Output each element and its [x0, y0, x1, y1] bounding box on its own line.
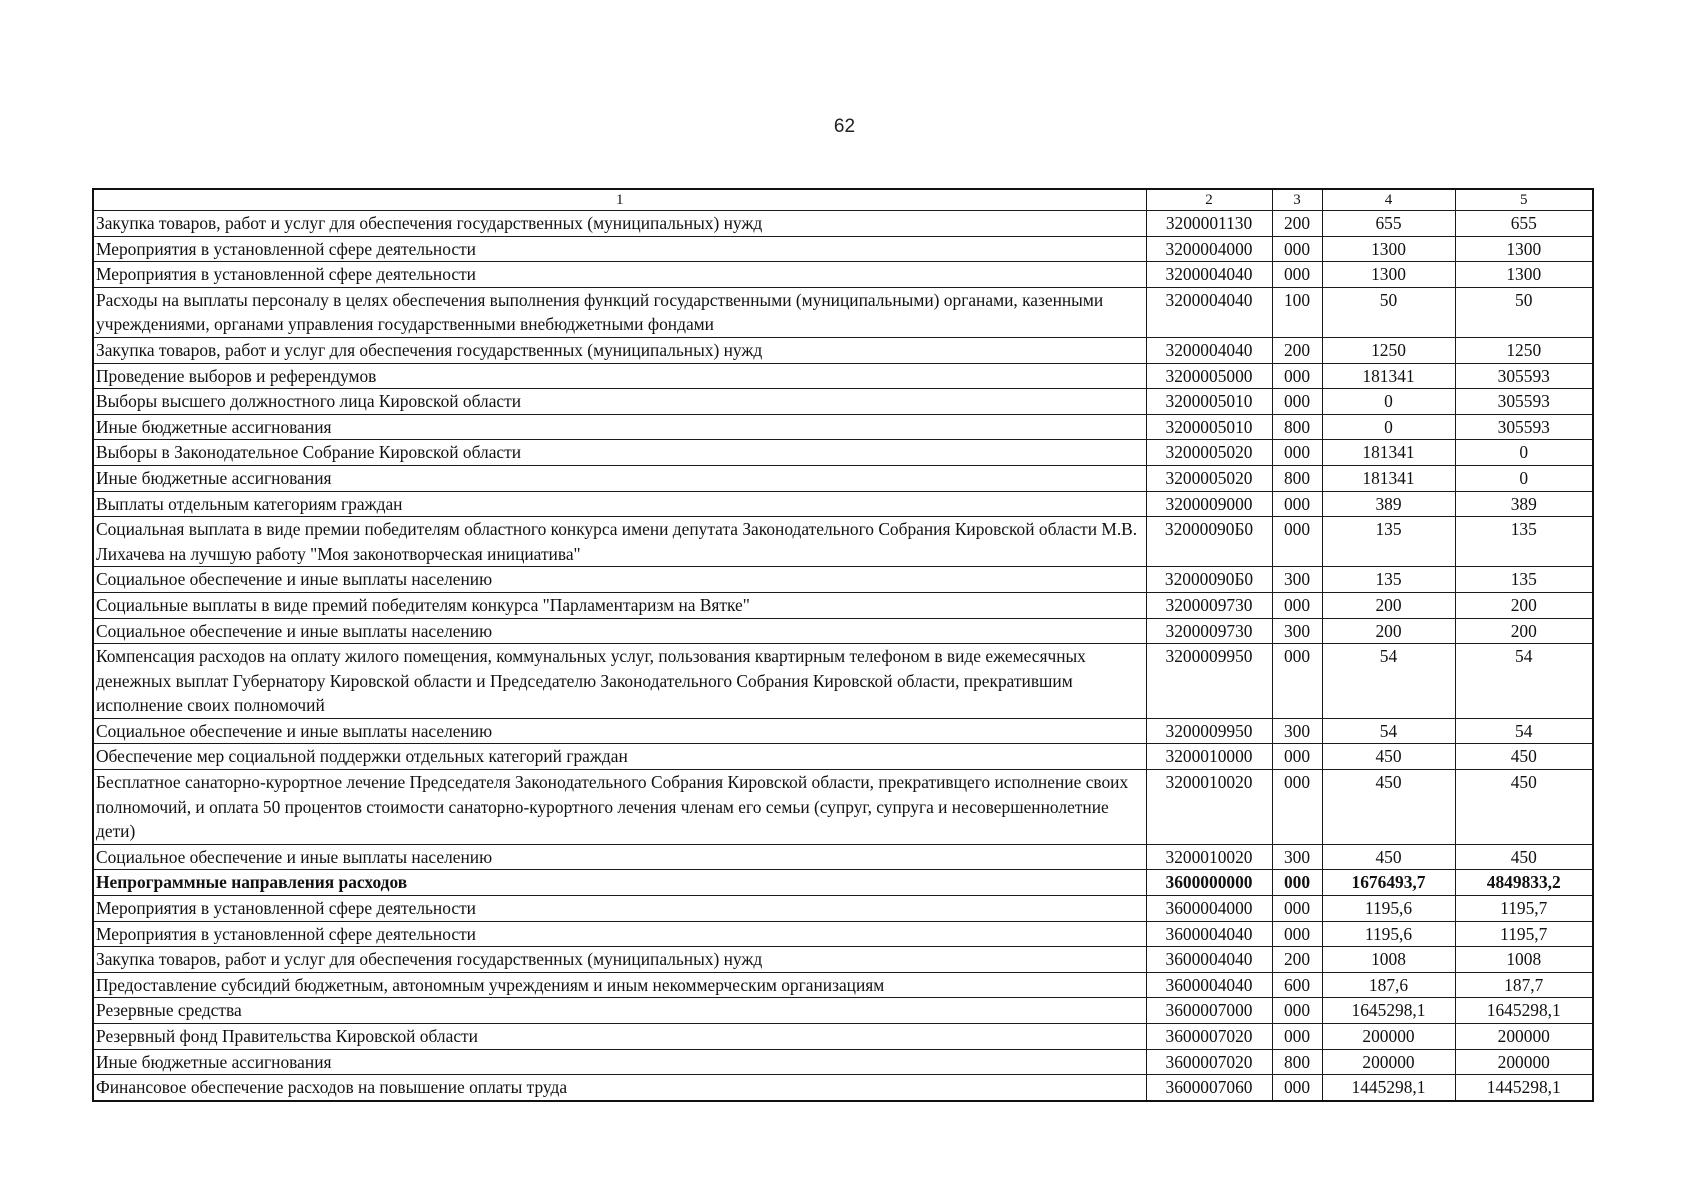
row-value-col4-cell: 1195,6	[1322, 896, 1455, 922]
row-value-col5-cell: 187,7	[1455, 972, 1593, 998]
row-type-cell: 000	[1272, 440, 1322, 466]
row-value-col4-cell: 655	[1322, 211, 1455, 237]
row-code-cell: 3200004040	[1146, 337, 1272, 363]
row-code-cell: 3600007020	[1146, 1049, 1272, 1075]
row-name-cell: Социальное обеспечение и иные выплаты населению	[93, 567, 1146, 593]
row-code-cell: 3200010000	[1146, 744, 1272, 770]
row-value-col4-cell: 187,6	[1322, 972, 1455, 998]
row-value-col4-cell: 135	[1322, 567, 1455, 593]
row-value-col5-cell: 389	[1455, 491, 1593, 517]
page-number: 62	[833, 116, 856, 137]
row-type-cell: 000	[1272, 592, 1322, 618]
row-value-col4-cell: 181341	[1322, 440, 1455, 466]
row-code-cell: 3200009000	[1146, 491, 1272, 517]
row-code-cell: 3200004040	[1146, 262, 1272, 288]
row-name-cell: Социальная выплата в виде премии победителям областного конкурса имени депутата Законодательного Собрания Кировской области М.В. Лихачева на лучшую работу "Моя законотворческая инициатива"	[93, 517, 1146, 567]
row-name-cell: Расходы на выплаты персоналу в целях обеспечения выполнения функций государственными (муниципальными) органами, казенными учреждениями, органами управления государственными внебюджетными фондами	[93, 287, 1146, 337]
row-name-cell: Иные бюджетные ассигнования	[93, 1049, 1146, 1075]
row-name-cell: Мероприятия в установленной сфере деятельности	[93, 236, 1146, 262]
row-name-cell: Выплаты отдельным категориям граждан	[93, 491, 1146, 517]
row-value-col5-cell: 200000	[1455, 1049, 1593, 1075]
row-value-col4-cell: 200000	[1322, 1024, 1455, 1050]
row-value-col4-cell: 200	[1322, 618, 1455, 644]
row-code-cell: 3200005020	[1146, 440, 1272, 466]
table-row	[93, 744, 1593, 770]
row-type-cell: 200	[1272, 211, 1322, 237]
row-value-col4-cell: 200000	[1322, 1049, 1455, 1075]
row-code-cell: 3600004040	[1146, 921, 1272, 947]
row-value-col4-cell: 450	[1322, 770, 1455, 845]
row-name-cell: Мероприятия в установленной сфере деятельности	[93, 262, 1146, 288]
table-body	[93, 189, 1593, 1101]
row-code-cell: 3200010020	[1146, 770, 1272, 845]
table-row	[93, 972, 1593, 998]
table-row	[93, 491, 1593, 517]
row-value-col5-cell: 1008	[1455, 947, 1593, 973]
row-code-cell: 3600004000	[1146, 896, 1272, 922]
row-name-cell: Резервный фонд Правительства Кировской области	[93, 1024, 1146, 1050]
row-value-col5-cell: 305593	[1455, 389, 1593, 415]
row-value-col5-cell: 655	[1455, 211, 1593, 237]
row-name-cell: Проведение выборов и референдумов	[93, 363, 1146, 389]
row-code-cell: 3200009730	[1146, 592, 1272, 618]
row-value-col5-cell: 135	[1455, 567, 1593, 593]
row-value-col5-cell: 1645298,1	[1455, 998, 1593, 1024]
table-row	[93, 517, 1593, 567]
row-code-cell: 3200005020	[1146, 465, 1272, 491]
row-code-cell: 3200009730	[1146, 618, 1272, 644]
header-col-5: 5	[1455, 189, 1593, 211]
row-type-cell: 800	[1272, 414, 1322, 440]
row-value-col4-cell: 181341	[1322, 363, 1455, 389]
row-value-col4-cell: 450	[1322, 844, 1455, 870]
table-row	[93, 844, 1593, 870]
row-name-cell: Мероприятия в установленной сфере деятельности	[93, 896, 1146, 922]
row-type-cell: 300	[1272, 618, 1322, 644]
row-type-cell: 000	[1272, 236, 1322, 262]
row-name-cell: Социальные выплаты в виде премий победителям конкурса "Парламентаризм на Вятке"	[93, 592, 1146, 618]
table-row	[93, 947, 1593, 973]
row-type-cell: 000	[1272, 896, 1322, 922]
header-col-2: 2	[1146, 189, 1272, 211]
row-value-col4-cell: 1250	[1322, 337, 1455, 363]
row-name-cell: Социальное обеспечение и иные выплаты населению	[93, 844, 1146, 870]
row-value-col4-cell: 1445298,1	[1322, 1075, 1455, 1101]
row-code-cell: 3200001130	[1146, 211, 1272, 237]
table-row	[93, 618, 1593, 644]
row-code-cell: 3200005000	[1146, 363, 1272, 389]
row-code-cell: 3200004000	[1146, 236, 1272, 262]
table-row	[93, 1075, 1593, 1101]
row-value-col4-cell: 389	[1322, 491, 1455, 517]
row-type-cell: 000	[1272, 998, 1322, 1024]
row-value-col5-cell: 1300	[1455, 262, 1593, 288]
row-value-col5-cell: 200	[1455, 592, 1593, 618]
header-col-1: 1	[93, 189, 1146, 211]
row-value-col5-cell: 54	[1455, 644, 1593, 719]
row-name-cell: Закупка товаров, работ и услуг для обеспечения государственных (муниципальных) нужд	[93, 211, 1146, 237]
row-value-col5-cell: 450	[1455, 744, 1593, 770]
row-value-col5-cell: 54	[1455, 718, 1593, 744]
table-row	[93, 236, 1593, 262]
table-row	[93, 414, 1593, 440]
row-value-col4-cell: 450	[1322, 744, 1455, 770]
table-row	[93, 337, 1593, 363]
table-row	[93, 998, 1593, 1024]
row-type-cell: 300	[1272, 718, 1322, 744]
row-value-col5-cell: 0	[1455, 440, 1593, 466]
table-row	[93, 389, 1593, 415]
row-type-cell: 000	[1272, 870, 1322, 896]
row-value-col4-cell: 50	[1322, 287, 1455, 337]
row-value-col5-cell: 1195,7	[1455, 921, 1593, 947]
row-value-col4-cell: 1008	[1322, 947, 1455, 973]
table-row	[93, 770, 1593, 845]
table-row	[93, 896, 1593, 922]
row-value-col5-cell: 135	[1455, 517, 1593, 567]
table-row	[93, 921, 1593, 947]
row-name-cell: Выборы высшего должностного лица Кировской области	[93, 389, 1146, 415]
row-type-cell: 000	[1272, 1024, 1322, 1050]
row-name-cell: Резервные средства	[93, 998, 1146, 1024]
row-code-cell: 3600000000	[1146, 870, 1272, 896]
row-name-cell: Мероприятия в установленной сфере деятельности	[93, 921, 1146, 947]
row-value-col5-cell: 50	[1455, 287, 1593, 337]
row-type-cell: 000	[1272, 644, 1322, 719]
row-value-col4-cell: 135	[1322, 517, 1455, 567]
row-type-cell: 000	[1272, 921, 1322, 947]
row-name-cell: Социальное обеспечение и иные выплаты населению	[93, 718, 1146, 744]
table-row	[93, 465, 1593, 491]
row-code-cell: 32000090Б0	[1146, 517, 1272, 567]
row-value-col4-cell: 54	[1322, 644, 1455, 719]
row-name-cell: Финансовое обеспечение расходов на повышение оплаты труда	[93, 1075, 1146, 1101]
row-name-cell: Предоставление субсидий бюджетным, автономным учреждениям и иным некоммерческим организациям	[93, 972, 1146, 998]
row-value-col5-cell: 200	[1455, 618, 1593, 644]
row-value-col4-cell: 1645298,1	[1322, 998, 1455, 1024]
row-value-col5-cell: 450	[1455, 770, 1593, 845]
row-name-cell: Непрограммные направления расходов	[93, 870, 1146, 896]
row-value-col5-cell: 450	[1455, 844, 1593, 870]
table-row	[93, 567, 1593, 593]
row-type-cell: 000	[1272, 744, 1322, 770]
row-type-cell: 800	[1272, 1049, 1322, 1075]
row-value-col4-cell: 1300	[1322, 236, 1455, 262]
table-row	[93, 363, 1593, 389]
row-value-col4-cell: 1195,6	[1322, 921, 1455, 947]
row-code-cell: 3600004040	[1146, 972, 1272, 998]
row-code-cell: 3200005010	[1146, 389, 1272, 415]
row-code-cell: 3200004040	[1146, 287, 1272, 337]
row-value-col4-cell: 0	[1322, 414, 1455, 440]
table-row	[93, 870, 1593, 896]
row-code-cell: 3200005010	[1146, 414, 1272, 440]
table-row	[93, 262, 1593, 288]
row-type-cell: 200	[1272, 947, 1322, 973]
row-value-col4-cell: 54	[1322, 718, 1455, 744]
row-value-col5-cell: 4849833,2	[1455, 870, 1593, 896]
row-type-cell: 000	[1272, 389, 1322, 415]
row-code-cell: 32000090Б0	[1146, 567, 1272, 593]
row-type-cell: 800	[1272, 465, 1322, 491]
row-value-col4-cell: 1676493,7	[1322, 870, 1455, 896]
row-value-col5-cell: 1445298,1	[1455, 1075, 1593, 1101]
table-row	[93, 592, 1593, 618]
row-value-col4-cell: 0	[1322, 389, 1455, 415]
table-row	[93, 1024, 1593, 1050]
row-value-col5-cell: 200000	[1455, 1024, 1593, 1050]
row-value-col4-cell: 200	[1322, 592, 1455, 618]
row-type-cell: 000	[1272, 1075, 1322, 1101]
header-col-3: 3	[1272, 189, 1322, 211]
row-value-col5-cell: 1250	[1455, 337, 1593, 363]
row-code-cell: 3600007020	[1146, 1024, 1272, 1050]
row-value-col5-cell: 305593	[1455, 363, 1593, 389]
table-row	[93, 211, 1593, 237]
table-row	[93, 644, 1593, 719]
row-name-cell: Компенсация расходов на оплату жилого помещения, коммунальных услуг, пользования квартирным телефоном в виде ежемесячных денежных выплат Губернатору Кировской области и Председателю Законодательного Собрания Кировской области, прекратившим исполнение своих полномочий	[93, 644, 1146, 719]
budget-table	[92, 188, 1594, 1102]
row-code-cell: 3600007060	[1146, 1075, 1272, 1101]
row-type-cell: 300	[1272, 844, 1322, 870]
table-row	[93, 718, 1593, 744]
table-row	[93, 287, 1593, 337]
row-name-cell: Закупка товаров, работ и услуг для обеспечения государственных (муниципальных) нужд	[93, 947, 1146, 973]
row-value-col4-cell: 1300	[1322, 262, 1455, 288]
row-value-col5-cell: 1300	[1455, 236, 1593, 262]
row-type-cell: 000	[1272, 262, 1322, 288]
row-value-col5-cell: 305593	[1455, 414, 1593, 440]
row-name-cell: Бесплатное санаторно-курортное лечение Председателя Законодательного Собрания Кировской области, прекративщего исполнение своих полномочий, и оплата 50 процентов стоимости санаторно-курортного лечения членам его семьи (супруг, супруга и несовершеннолетние дети)	[93, 770, 1146, 845]
header-col-4: 4	[1322, 189, 1455, 211]
row-type-cell: 300	[1272, 567, 1322, 593]
row-value-col5-cell: 0	[1455, 465, 1593, 491]
row-type-cell: 600	[1272, 972, 1322, 998]
row-code-cell: 3600007000	[1146, 998, 1272, 1024]
row-name-cell: Иные бюджетные ассигнования	[93, 465, 1146, 491]
row-value-col5-cell: 1195,7	[1455, 896, 1593, 922]
row-value-col4-cell: 181341	[1322, 465, 1455, 491]
row-code-cell: 3200009950	[1146, 718, 1272, 744]
row-name-cell: Закупка товаров, работ и услуг для обеспечения государственных (муниципальных) нужд	[93, 337, 1146, 363]
row-code-cell: 3200009950	[1146, 644, 1272, 719]
row-name-cell: Иные бюджетные ассигнования	[93, 414, 1146, 440]
row-type-cell: 000	[1272, 491, 1322, 517]
row-type-cell: 100	[1272, 287, 1322, 337]
row-name-cell: Социальное обеспечение и иные выплаты населению	[93, 618, 1146, 644]
table-row	[93, 1049, 1593, 1075]
table-header-row	[93, 189, 1593, 211]
row-name-cell: Выборы в Законодательное Собрание Кировской области	[93, 440, 1146, 466]
table-row	[93, 440, 1593, 466]
row-type-cell: 200	[1272, 337, 1322, 363]
row-code-cell: 3200010020	[1146, 844, 1272, 870]
row-type-cell: 000	[1272, 363, 1322, 389]
row-type-cell: 000	[1272, 517, 1322, 567]
row-code-cell: 3600004040	[1146, 947, 1272, 973]
row-type-cell: 000	[1272, 770, 1322, 845]
row-name-cell: Обеспечение мер социальной поддержки отдельных категорий граждан	[93, 744, 1146, 770]
